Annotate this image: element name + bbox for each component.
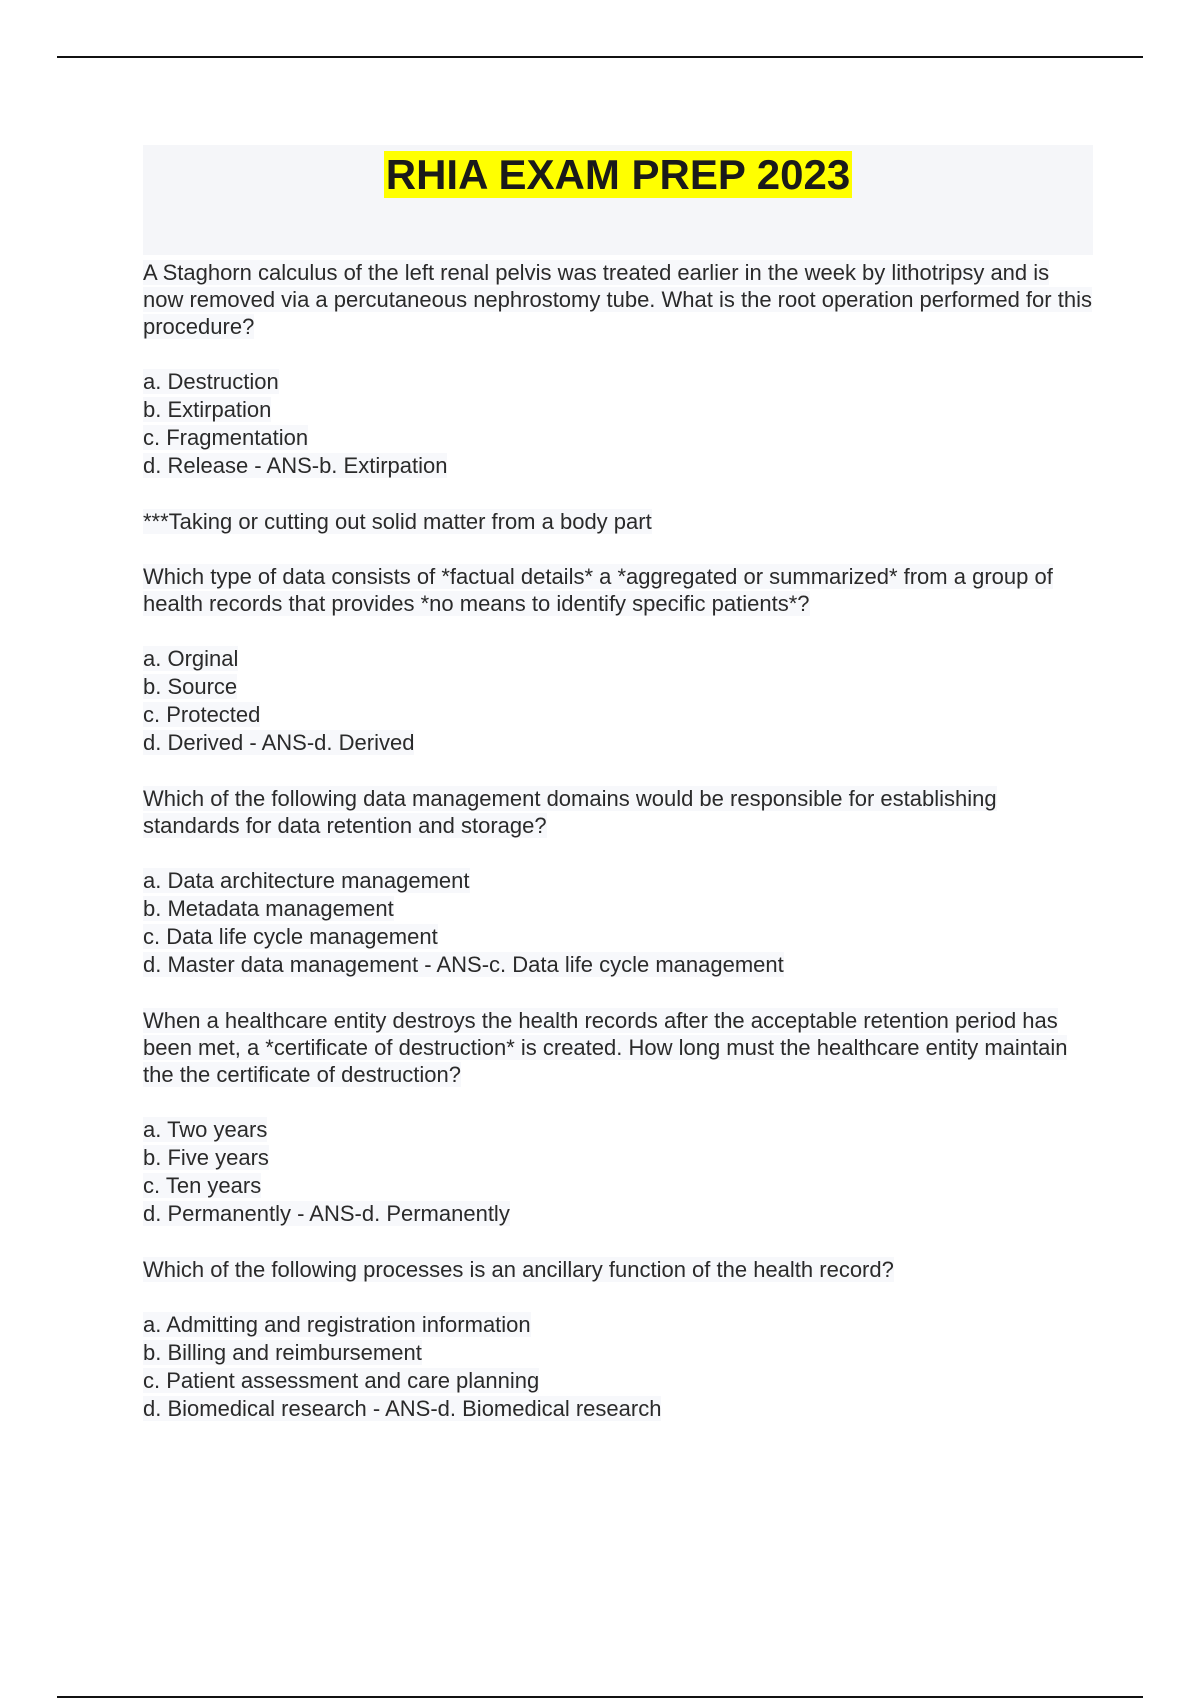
answer-option: a. Destruction [143,369,279,394]
top-divider [57,56,1143,58]
bottom-divider [57,1696,1143,1698]
answer-explanation: ***Taking or cutting out solid matter from a body part [143,509,652,534]
question-block [143,1256,1093,1423]
answer-option: d. Biomedical research - ANS-d. Biomedical research [143,1396,662,1421]
answer-option: b. Billing and reimbursement [143,1340,422,1365]
answer-option: a. Two years [143,1117,268,1142]
answer-option: c. Ten years [143,1173,262,1198]
question-text: When a healthcare entity destroys the health records after the acceptable retention period has been met, a *certificate of destruction* is created. How long must the healthcare entity maintain the the certificate of destruction? [143,1008,1068,1087]
question-block [143,563,1093,757]
answer-option: a. Data architecture management [143,868,470,893]
answer-option: d. Release - ANS-b. Extirpation [143,453,448,478]
question-text-wrap [143,259,1093,340]
answer-options [143,645,1093,757]
answer-option: a. Admitting and registration information [143,1312,531,1337]
answer-options [143,368,1093,480]
answer-options [143,867,1093,979]
document-title [143,149,1093,201]
answer-option: b. Metadata management [143,896,394,921]
answer-option: d. Master data management - ANS-c. Data life cycle management [143,952,784,977]
answer-option: d. Permanently - ANS-d. Permanently [143,1201,510,1226]
answer-option: c. Patient assessment and care planning [143,1368,540,1393]
answer-option: c. Protected [143,702,261,727]
document-content [143,145,1093,1451]
answer-options [143,1311,1093,1423]
answer-option: b. Five years [143,1145,269,1170]
title-band [143,145,1093,255]
question-block [143,1007,1093,1228]
question-text-wrap [143,1256,1093,1283]
question-block [143,259,1093,535]
question-text-wrap [143,1007,1093,1088]
answer-option: b. Source [143,674,238,699]
answer-option: b. Extirpation [143,397,272,422]
question-text: A Staghorn calculus of the left renal pelvis was treated earlier in the week by lithotripsy and is now removed via a percutaneous nephrostomy tube. What is the root operation performed for this procedure? [143,260,1092,339]
question-text: Which of the following processes is an ancillary function of the health record? [143,1257,894,1282]
question-text: Which type of data consists of *factual details* a *aggregated or summarized* from a group of health records that provides *no means to identify specific patients*? [143,564,1053,616]
answer-option: d. Derived - ANS-d. Derived [143,730,415,755]
question-text-wrap [143,785,1093,839]
question-text-wrap [143,563,1093,617]
answer-option: c. Fragmentation [143,425,309,450]
question-block [143,785,1093,979]
answer-option: c. Data life cycle management [143,924,438,949]
document-title-text: RHIA EXAM PREP 2023 [385,151,851,198]
answer-option: a. Orginal [143,646,239,671]
answer-options [143,1116,1093,1228]
question-list [143,259,1093,1423]
question-text: Which of the following data management domains would be responsible for establishing standards for data retention and storage? [143,786,997,838]
